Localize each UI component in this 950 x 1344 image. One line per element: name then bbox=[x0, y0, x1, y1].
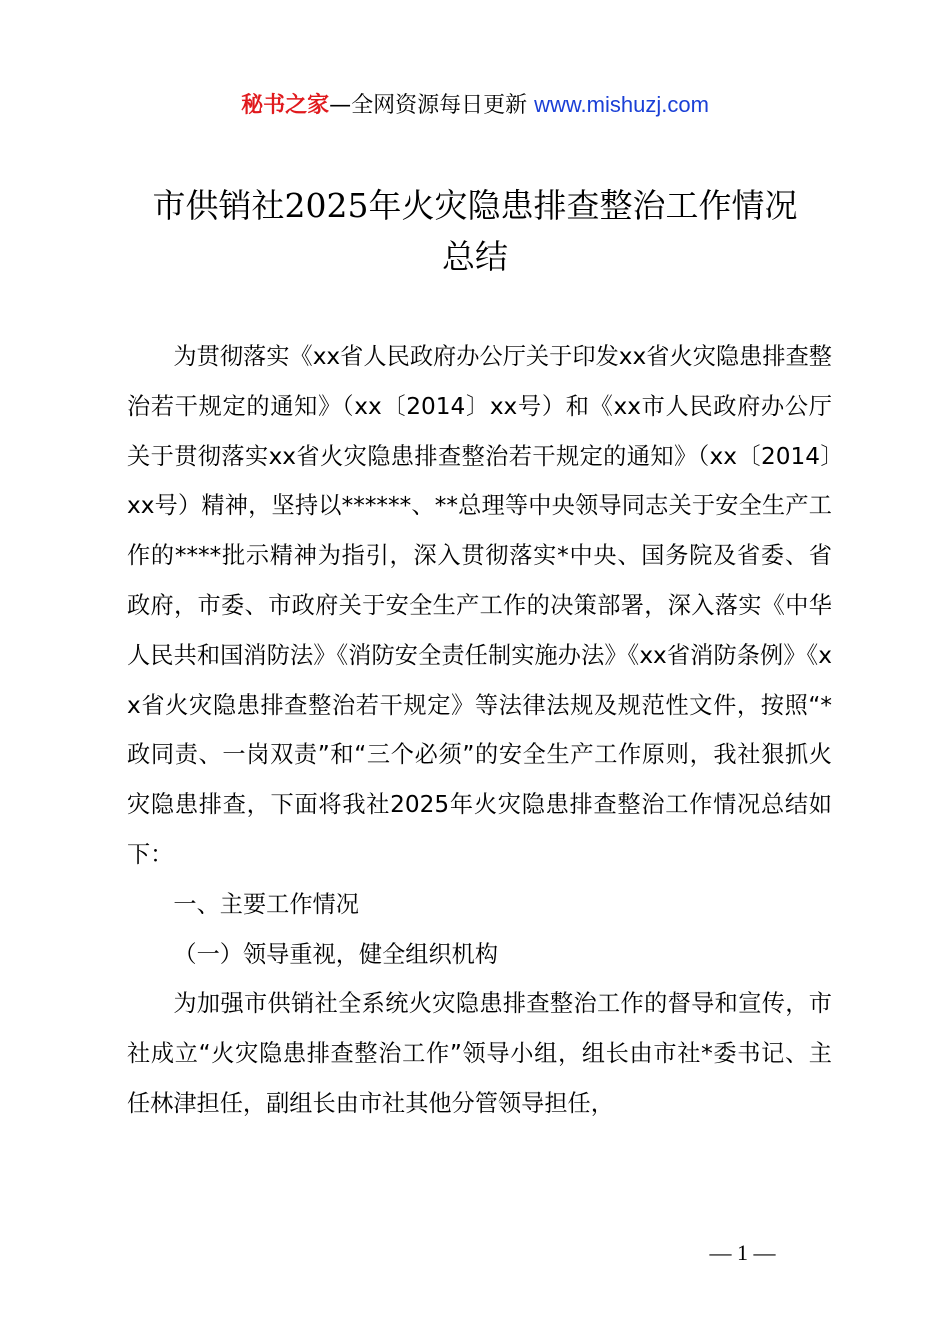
header-tagline: —全网资源每日更新 bbox=[329, 93, 535, 118]
body-paragraph: 为加强市供销社全系统火灾隐患排查整治工作的督导和宣传，市社成立“火灾隐患排查整治工作”领导小组，组长由市社*委书记、主任林津担任，副组长由市社其他分管领导担任， bbox=[127, 990, 832, 1117]
title-line-1: 市供销社2025年火灾隐患排查整治工作情况 bbox=[152, 186, 798, 225]
site-header bbox=[0, 88, 950, 123]
document-title bbox=[120, 180, 830, 282]
site-url-link[interactable]: www.mishuzj.com bbox=[534, 92, 709, 117]
brand-name: 秘书之家 bbox=[241, 93, 330, 118]
subsection-heading: （一）领导重视，健全组织机构 bbox=[173, 940, 499, 968]
section-heading: 一、主要工作情况 bbox=[173, 890, 359, 918]
document-body bbox=[127, 332, 832, 1129]
title-line-2: 总结 bbox=[442, 237, 508, 276]
intro-paragraph: 为贯彻落实《xx省人民政府办公厅关于印发xx省火灾隐患排查整治若干规定的通知》（xx〔2014〕xx号）和《xx市人民政府办公厅关于贯彻落实xx省火灾隐患排查整治若干规定的通知》（xx〔2014〕xx号）精神，坚持以******、**总理等中央领导同志关于安全生产工作的****批示精神为指引，深入贯彻落实*中央、国务院及省委、省政府，市委、市政府关于安全生产工作的决策部署，深入落实《中华人民共和国消防法》《消防安全责任制实施办法》《xx省消防条例》《xx省火灾隐患排查整治若干规定》等法律法规及规范性文件，按照“*政同责、一岗双责”和“三个必须”的安全生产工作原则，我社狠抓火灾隐患排查，下面将我社2025年火灾隐患排查整治工作情况总结如下： bbox=[127, 343, 832, 868]
page-number: — 1 — bbox=[709, 1240, 776, 1265]
